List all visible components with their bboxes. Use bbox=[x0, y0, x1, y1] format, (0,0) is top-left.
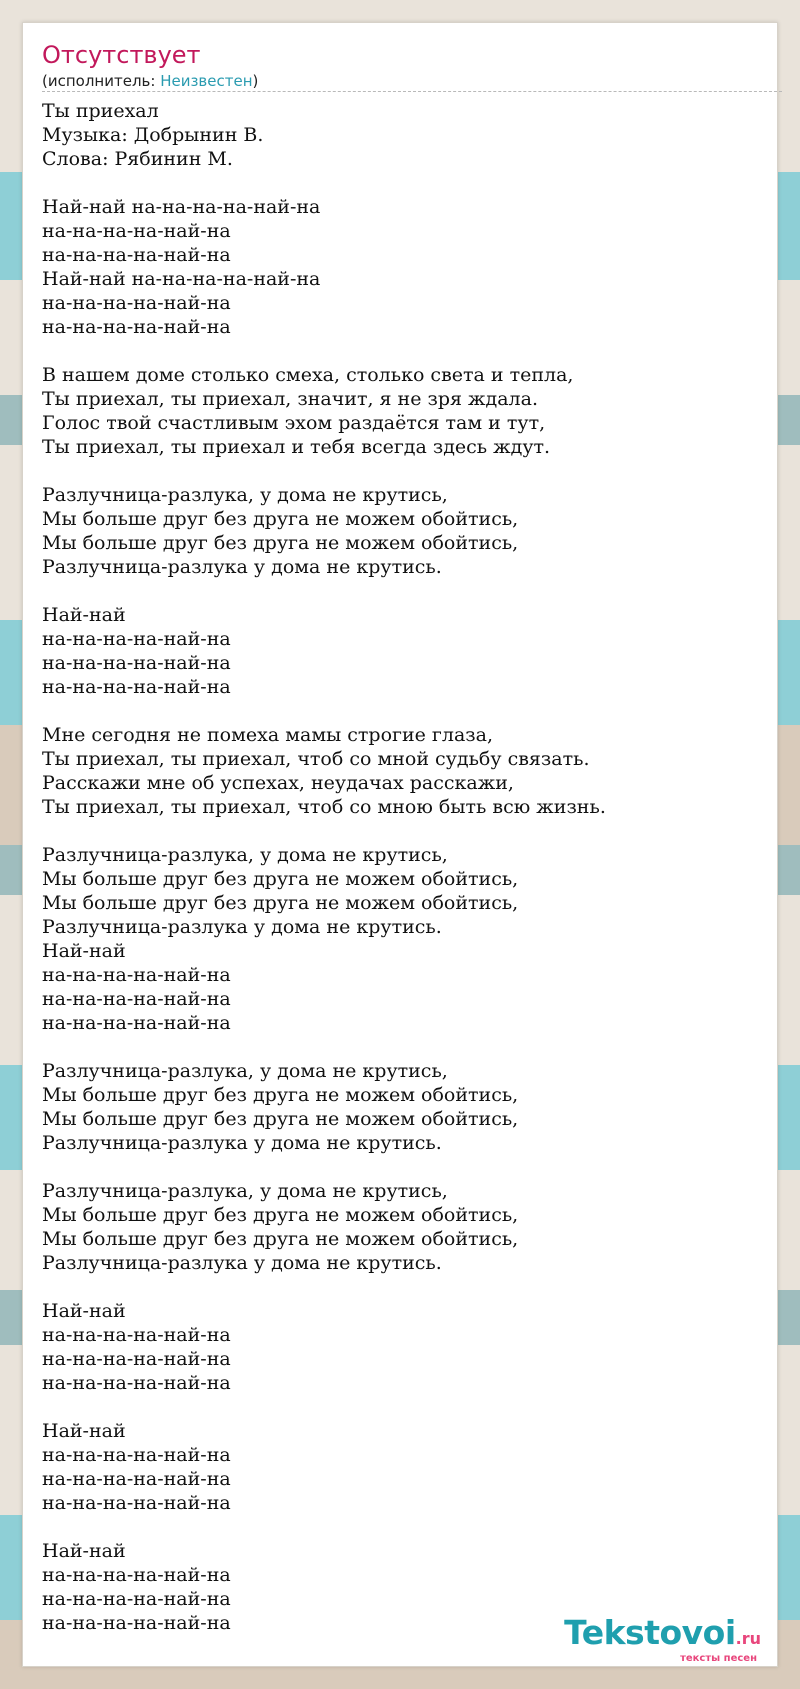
stanza-break bbox=[42, 699, 762, 723]
stanza-break bbox=[42, 1035, 762, 1059]
lyric-line: на-на-на-на-най-на bbox=[42, 676, 231, 698]
artist-link[interactable]: Неизвестен bbox=[160, 72, 253, 90]
lyrics-text bbox=[42, 99, 762, 1635]
lyric-line: Мы больше друг без друга не можем обойтись, bbox=[42, 1204, 519, 1226]
lyric-line: на-на-на-на-най-на bbox=[42, 220, 231, 242]
lyric-line: Разлучница-разлука у дома не крутись. bbox=[42, 1132, 442, 1154]
lyric-line: Разлучница-разлука, у дома не крутись, bbox=[42, 484, 448, 506]
stanza-break bbox=[42, 1275, 762, 1299]
lyric-line: Голос твой счастливым эхом раздаётся там и тут, bbox=[42, 412, 546, 434]
lyric-line: Най-най bbox=[42, 940, 126, 962]
lyric-line: Най-най bbox=[42, 604, 126, 626]
lyric-line: Мы больше друг без друга не можем обойтись, bbox=[42, 1084, 519, 1106]
logo-suffix: .ru bbox=[735, 1629, 761, 1648]
stanza-break bbox=[42, 171, 762, 195]
stanza-break bbox=[42, 339, 762, 363]
lyric-line: Разлучница-разлука у дома не крутись. bbox=[42, 1252, 442, 1274]
lyric-line: на-на-на-на-най-на bbox=[42, 1324, 231, 1346]
lyric-line: на-на-на-на-най-на bbox=[42, 964, 231, 986]
lyric-line: на-на-на-на-най-на bbox=[42, 1492, 231, 1514]
stanza-break bbox=[42, 1395, 762, 1419]
lyric-line: на-на-на-на-най-на bbox=[42, 1372, 231, 1394]
lyric-line: на-на-на-на-най-на bbox=[42, 1564, 231, 1586]
song-title: Отсутствует bbox=[42, 41, 201, 69]
stanza-break bbox=[42, 579, 762, 603]
lyric-line: Разлучница-разлука у дома не крутись. bbox=[42, 556, 442, 578]
title-divider bbox=[42, 91, 782, 92]
lyric-line: Ты приехал, ты приехал и тебя всегда здесь ждут. bbox=[42, 436, 551, 458]
lyric-line: В нашем доме столько смеха, столько света и тепла, bbox=[42, 364, 574, 386]
lyric-line: Мы больше друг без друга не можем обойтись, bbox=[42, 508, 519, 530]
artist-prefix: (исполнитель: bbox=[42, 72, 161, 90]
lyric-line: на-на-на-на-най-на bbox=[42, 1468, 231, 1490]
lyric-line: Мы больше друг без друга не можем обойтись, bbox=[42, 892, 519, 914]
lyric-line: на-на-на-на-най-на bbox=[42, 244, 231, 266]
lyric-line: Най-най на-на-на-на-най-на bbox=[42, 196, 321, 218]
lyric-line: на-на-на-на-най-на bbox=[42, 1588, 231, 1610]
logo-main-text: Tekstovoi bbox=[564, 1613, 736, 1652]
lyric-line: Мы больше друг без друга не можем обойтись, bbox=[42, 532, 519, 554]
lyric-line: Мы больше друг без друга не можем обойтись, bbox=[42, 1108, 519, 1130]
lyric-line: Ты приехал, ты приехал, значит, я не зря ждала. bbox=[42, 388, 538, 410]
logo-tagline: тексты песен bbox=[680, 1653, 757, 1664]
lyric-line: Ты приехал bbox=[42, 100, 159, 122]
background-band bbox=[0, 0, 800, 22]
lyric-line: Разлучница-разлука, у дома не крутись, bbox=[42, 844, 448, 866]
lyric-line: Мне сегодня не помеха мамы строгие глаза, bbox=[42, 724, 494, 746]
lyric-line: на-на-на-на-най-на bbox=[42, 988, 231, 1010]
lyric-line: Ты приехал, ты приехал, чтоб со мною быть всю жизнь. bbox=[42, 796, 606, 818]
lyric-line: Мы больше друг без друга не можем обойтись, bbox=[42, 1228, 519, 1250]
site-logo[interactable] bbox=[564, 1613, 761, 1664]
lyric-line: на-на-на-на-най-на bbox=[42, 628, 231, 650]
lyric-line: Мы больше друг без друга не можем обойтись, bbox=[42, 868, 519, 890]
lyrics-card bbox=[22, 22, 778, 1667]
lyric-line: Разлучница-разлука, у дома не крутись, bbox=[42, 1060, 448, 1082]
stanza-break bbox=[42, 1155, 762, 1179]
stanza-break bbox=[42, 819, 762, 843]
lyric-line: на-на-на-на-най-на bbox=[42, 1348, 231, 1370]
lyric-line: Расскажи мне об успехах, неудачах расскажи, bbox=[42, 772, 514, 794]
lyric-line: на-на-на-на-най-на bbox=[42, 292, 231, 314]
lyric-line: на-на-на-на-най-на bbox=[42, 1612, 231, 1634]
lyric-line: на-на-на-на-най-на bbox=[42, 652, 231, 674]
lyric-line: на-на-на-на-най-на bbox=[42, 1444, 231, 1466]
artist-line bbox=[42, 72, 258, 90]
lyric-line: Най-най на-на-на-на-най-на bbox=[42, 268, 321, 290]
artist-suffix: ) bbox=[252, 72, 259, 90]
lyric-line: Слова: Рябинин М. bbox=[42, 148, 233, 170]
stanza-break bbox=[42, 1515, 762, 1539]
lyric-line: Разлучница-разлука у дома не крутись. bbox=[42, 916, 442, 938]
lyric-line: Ты приехал, ты приехал, чтоб со мной судьбу связать. bbox=[42, 748, 590, 770]
logo-wordmark bbox=[564, 1613, 761, 1656]
lyric-line: Най-най bbox=[42, 1420, 126, 1442]
lyric-line: Разлучница-разлука, у дома не крутись, bbox=[42, 1180, 448, 1202]
lyric-line: на-на-на-на-най-на bbox=[42, 316, 231, 338]
lyric-line: Музыка: Добрынин В. bbox=[42, 124, 264, 146]
stanza-break bbox=[42, 459, 762, 483]
lyric-line: на-на-на-на-най-на bbox=[42, 1012, 231, 1034]
lyric-line: Най-най bbox=[42, 1540, 126, 1562]
lyric-line: Най-най bbox=[42, 1300, 126, 1322]
